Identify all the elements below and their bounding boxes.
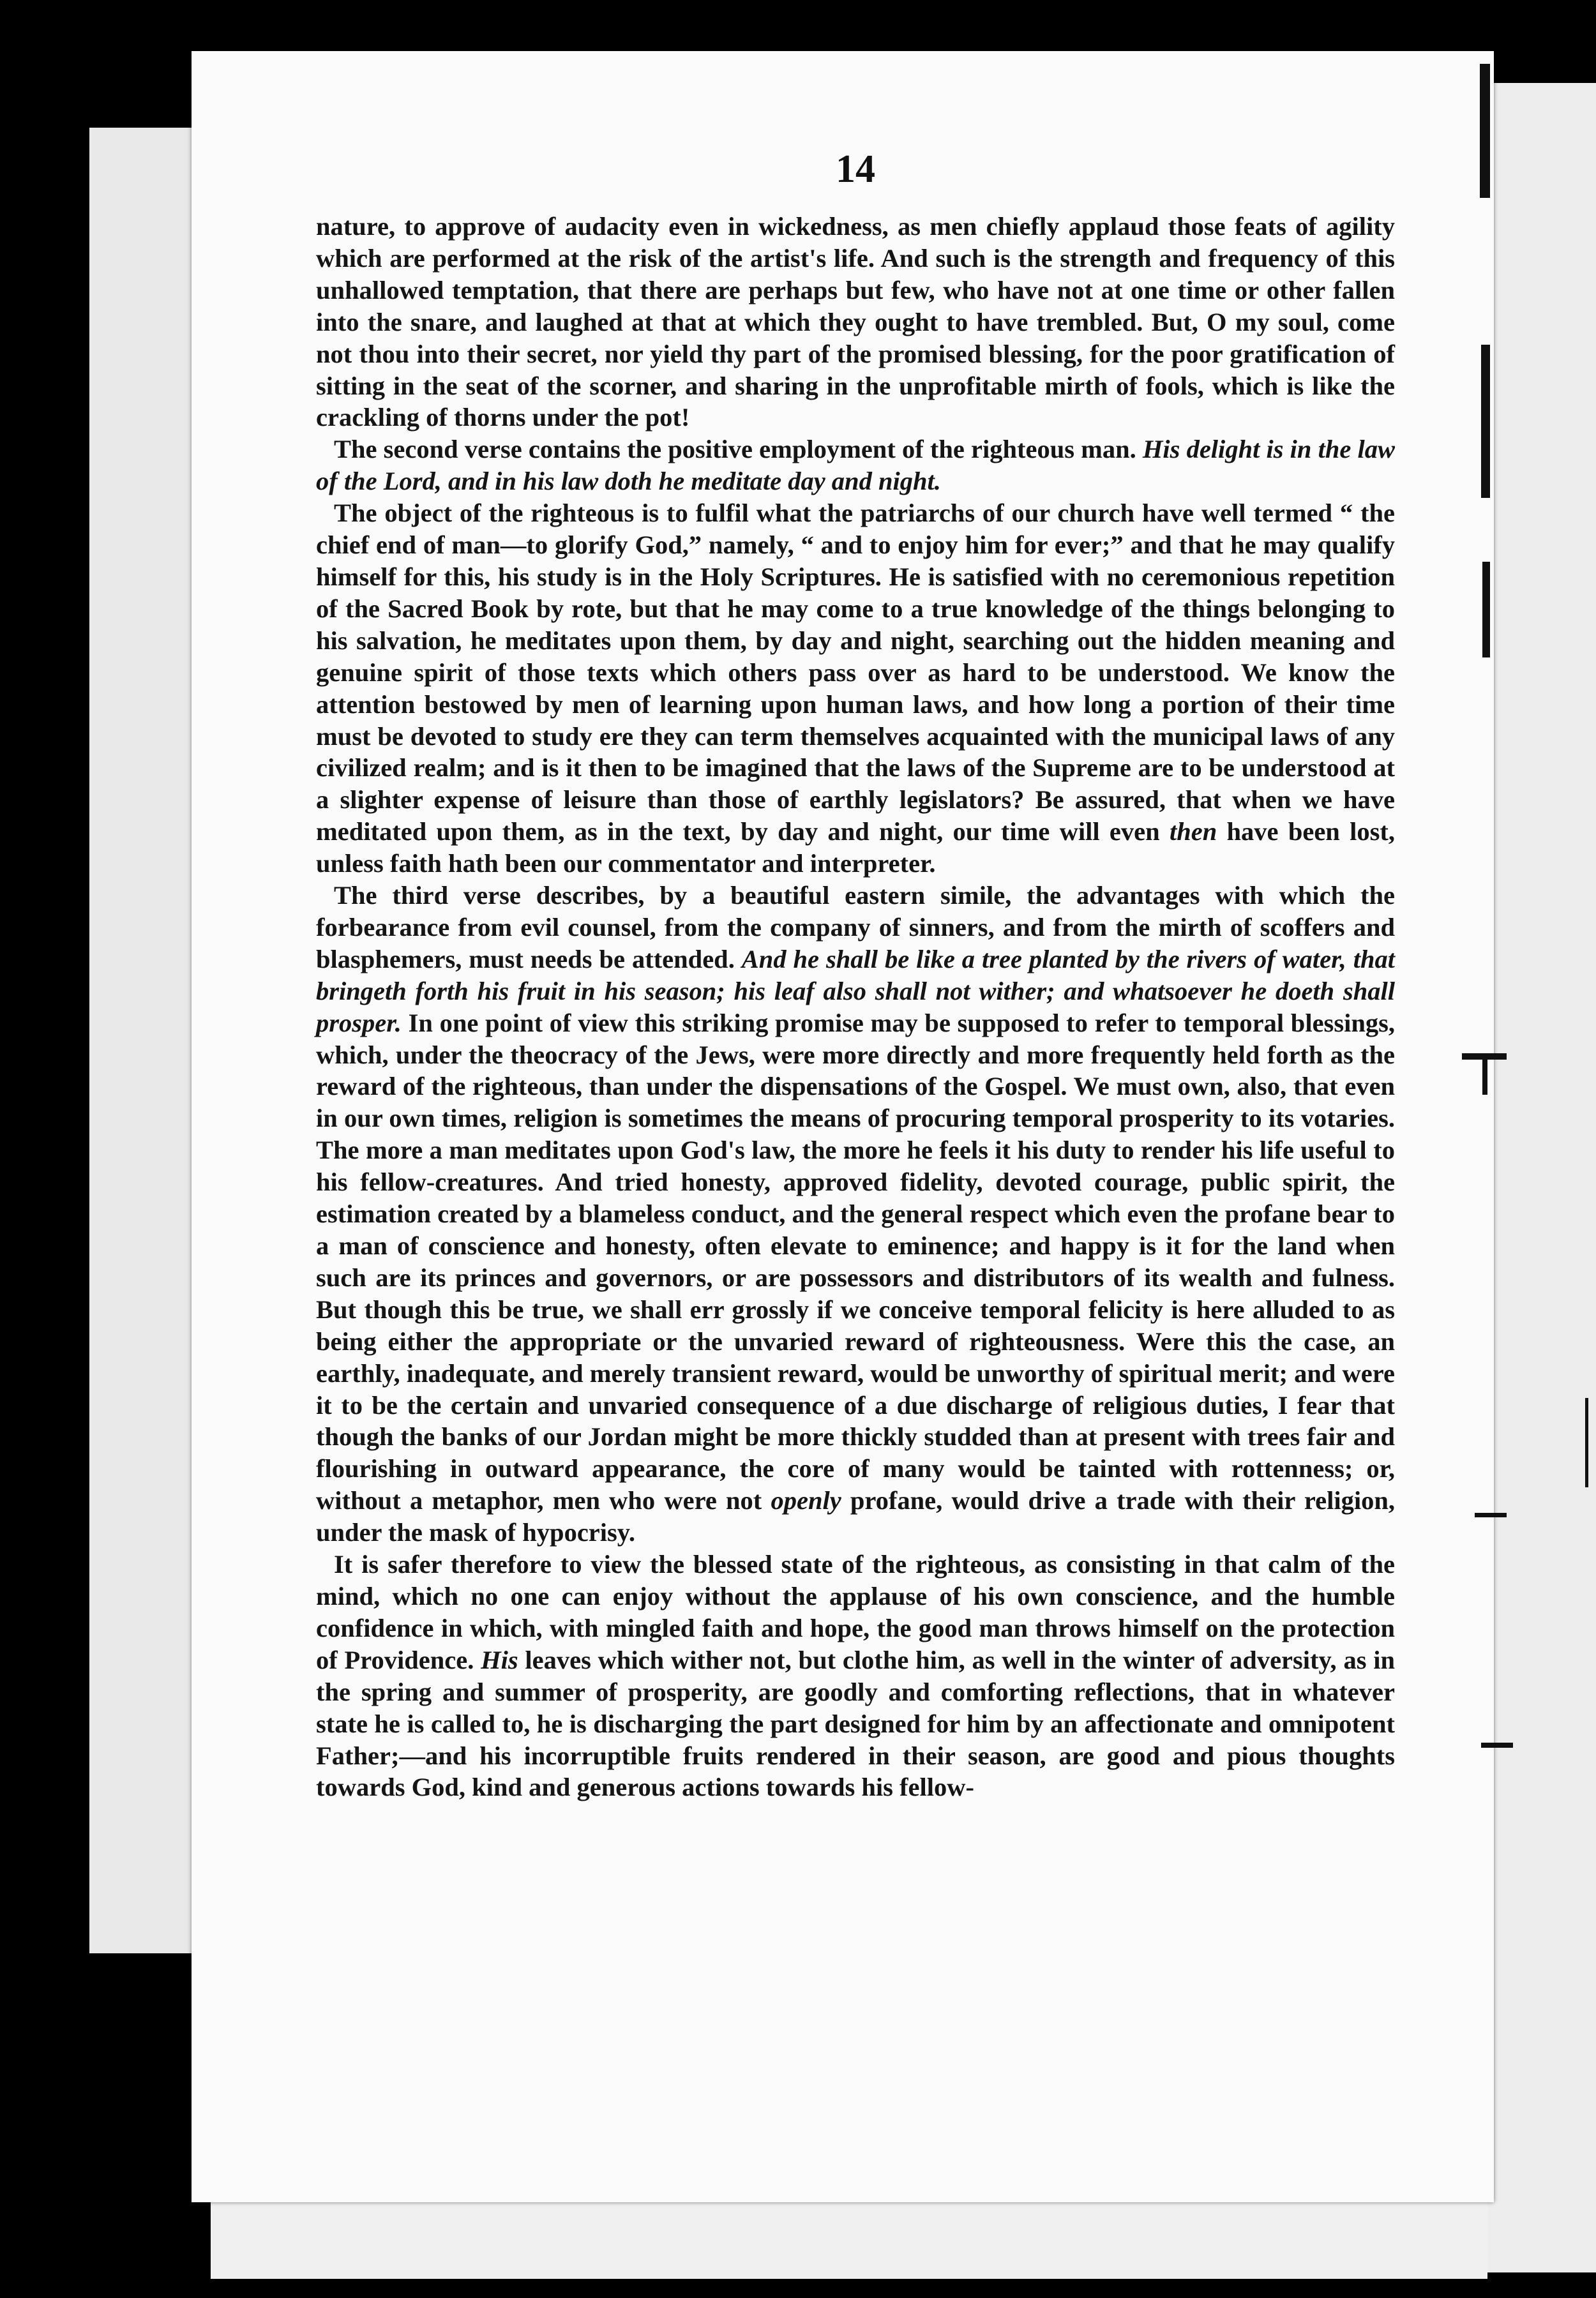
italic-text: openly [771,1486,841,1515]
paragraph-p2 [316,433,1395,497]
binding-mark [1475,1513,1507,1517]
page-number: 14 [836,147,875,191]
text-segment: The second verse contains the positive employment of the righteous man. [334,435,1143,464]
binding-mark [1482,1056,1487,1095]
paragraph-p1 [316,211,1395,433]
text-segment: The object of the righteous is to fulfil what the patriarchs of our church have well termed “ the chief end of man—to glorify God,” namely, “ and to enjoy him for ever;” and that he may qualify himself for this, his study is in the Holy Scriptures. He is satisfied with no ceremonious repetition of the Sacred Book by rote, but that he may come to a true knowledge of the things belonging to his salvation, he meditates upon them, by day and night, searching out the hidden meaning and genuine spirit of those texts which others pass over as hard to be understood. We know the attention bestowed by men of learning upon human laws, and how long a portion of their time must be devoted to study ere they can term themselves acquainted with the municipal laws of any civilized realm; and is it then to be imagined that the laws of the Supreme are to be understood at a slighter expense of leisure than those of earthly legislators? Be assured, that when we have meditated upon them, as in the text, by day and night, our time will even [316,499,1395,846]
binding-mark [1482,562,1490,657]
binding-mark [1480,64,1490,198]
page-bottom-edge [211,2196,1487,2279]
text-segment: leaves which wither not, but clothe him, as well in the winter of adversity, as in the spring and summer of prosperity, are goodly and comforting reflections, that in whatever state he is called to, he is discharging the part designed for him by an affectionate and omnipotent Father;—and his incorruptible fruits rendered in their season, are good and pious thoughts towards God, kind and generous actions towards his fellow- [316,1645,1395,1802]
body-text [316,211,1395,1803]
paragraph-p4 [316,880,1395,1549]
text-segment: The third verse describes, by a beautiful eastern simile, the advantages with which the forbearance from evil counsel, from the company of sinners, and from the mirth of scoffers and blasphemers, must needs be attended. [316,881,1395,973]
italic-text: then [1169,817,1217,846]
text-segment: nature, to approve of audacity even in wickedness, as men chiefly applaud those feats of agility which are performed at the risk of the artist's life. And such is the strength and frequency of this unhallowed temptation, that there are perhaps but few, who have not at one time or other fallen into the snare, and laughed at that at which they ought to have trembled. But, O my soul, come not thou into their secret, nor yield thy part of the promised blessing, for the poor gratification of sitting in the seat of the scorner, and sharing in the unprofitable mirth of fools, which is like the crackling of thorns under the pot! [316,212,1395,432]
italic-text: His delight is in the law of the Lord, and in his law doth he meditate day and night. [316,435,1395,496]
book-page [192,51,1494,2202]
paragraph-p3 [316,497,1395,880]
binding-mark [1585,1398,1588,1487]
text-segment: profane, would drive a trade with their religion, under the mask of hypocrisy. [316,1486,1395,1547]
paragraph-p5 [316,1549,1395,1803]
italic-text: His [481,1645,518,1674]
binding-mark [1481,1743,1513,1748]
text-segment: It is safer therefore to view the blessed state of the righteous, as consisting in that calm of the mind, which no one can enjoy without the applause of his own conscience, and the humble confidence in which, with mingled faith and hope, the good man throws himself on the protection of Providence. [316,1550,1395,1674]
text-segment: In one point of view this striking promise may be supposed to refer to temporal blessings, which, under the theocracy of the Jews, were more directly and more frequently held forth as the reward of the righteous, than under the dispensations of the Gospel. We must own, also, that even in our own times, religion is sometimes the means of procuring temporal prosperity to its votaries. The more a man meditates upon God's law, the more he feels it his duty to render his life useful to his fellow-creatures. And tried honesty, approved fidelity, devoted courage, public spirit, the estimation created by a blameless conduct, and the general respect which even the profane bear to a man of conscience and honesty, often elevate to eminence; and happy is it for the land when such are its princes and governors, or are possessors and distributors of its wealth and fulness. But though this be true, we shall err grossly if we conceive temporal felicity is here alluded to as being either the appropriate or the unvaried reward of righteousness. Were this the case, an earthly, inadequate, and merely transient reward, would be unworthy of spiritual merit; and were it to be the certain and unvaried consequence of a due discharge of religious duties, I fear that though the banks of our Jordan might be more thickly studded than at present with trees fair and flourishing in outward appearance, the core of many would be tainted with rottenness; or, without a metaphor, men who were not [316,1008,1395,1515]
italic-text: And he shall be like a tree planted by the rivers of water, that bringeth forth his fruit in his season; his leaf also shall not wither; and whatsoever he doeth shall prosper. [316,944,1396,1037]
binding-mark [1481,345,1490,498]
text-segment: have been lost, unless faith hath been our commentator and interpreter. [316,817,1395,878]
